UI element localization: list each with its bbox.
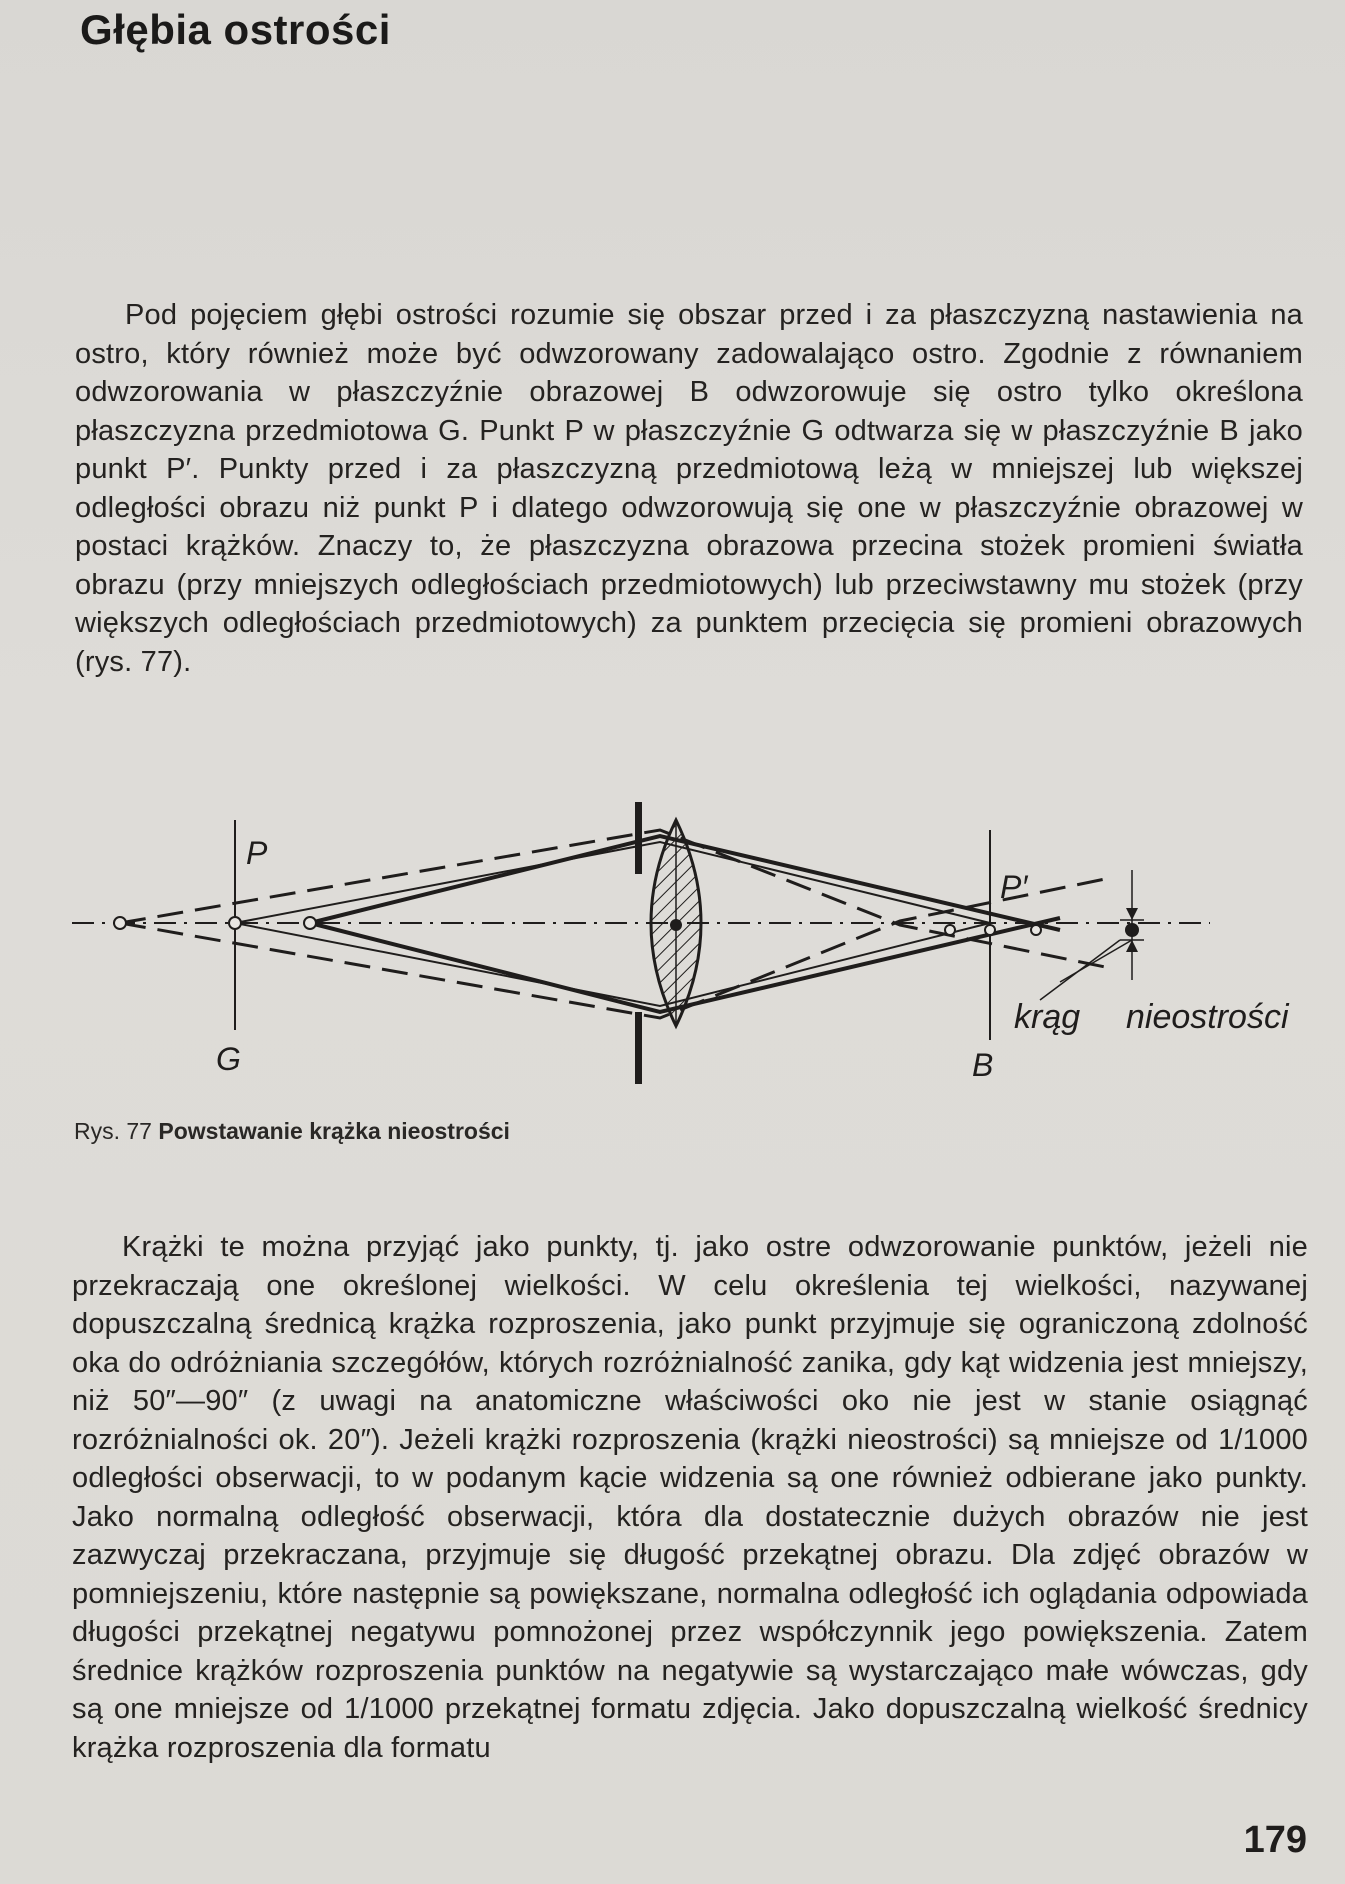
figure-77-diagram xyxy=(60,790,1320,1100)
point-image-p xyxy=(985,925,995,935)
label-g: G xyxy=(216,1041,241,1077)
paragraph-2-text: Krążki te można przyjąć jako punkty, tj. jako ostre odwzorowanie punktów, jeżeli nie przekraczają one określonej wielkości. W celu określenia tej wielkości, nazywanej dopuszczalną średnicą krążka rozproszenia, jako punkt przyjmuje się ograniczoną zdolność oka do odróżniania szczegółów, których rozróżnialność zanika, gdy kąt widzenia jest mniejszy, niż 50″—90″ (z uwagi na anatomiczne właściwości oko nie jest w stanie osiągnąć rozróżnialności ok. 20″). Jeżeli krążki rozproszenia (krążki nieostrości) są mniejsze od 1/1000 odległości obserwacji, to w podanym kącie widzenia są one również odbierane jako punkty. Jako normalną odległość obserwacji, która dla dostatecznie dużych obrazów nie jest zazwyczaj przekraczana, przyjmuje się długość przekątnej obrazu. Dla zdjęć obrazów w pomniejszeniu, które następnie są powiększane, normalna odległość ich oglądania odpowiada długości przekątnej negatywu pomnożonej przez współczynnik jego powiększenia. Zatem średnice krążków rozproszenia punktów na negatywie są wystarczająco małe wówczas, gdy są one mniejsze od 1/1000 przekątnej formatu zdjęcia. Jako dopuszczalną wielkość średnicy krążka rozproszenia dla formatu xyxy=(72,1231,1308,1764)
label-p-prime: P′ xyxy=(1000,869,1028,905)
point-p xyxy=(229,917,241,929)
paragraph-1 xyxy=(75,296,1303,681)
point-near xyxy=(304,917,316,929)
point-image-near xyxy=(1031,925,1041,935)
caption-text: Powstawanie krążka nieostrości xyxy=(158,1118,510,1144)
aperture-bottom xyxy=(635,1012,642,1084)
label-b: B xyxy=(972,1047,994,1083)
point-image-far xyxy=(945,925,955,935)
aperture-top xyxy=(635,802,642,874)
lens-center xyxy=(670,919,682,931)
section-heading: Głębia ostrości xyxy=(80,6,391,53)
leader-line-2 xyxy=(1060,940,1132,982)
dimension-arrow-top xyxy=(1126,908,1138,920)
page-number: 179 xyxy=(1243,1819,1307,1861)
point-far xyxy=(114,917,126,929)
label-note-1: krąg xyxy=(1014,998,1081,1036)
label-p: P xyxy=(246,835,268,871)
figure-caption xyxy=(74,1118,510,1145)
caption-prefix: Rys. 77 xyxy=(74,1118,152,1144)
paragraph-2 xyxy=(72,1228,1308,1767)
label-note-2: nieostrości xyxy=(1126,998,1289,1036)
paragraph-1-text: Pod pojęciem głębi ostrości rozumie się obszar przed i za płaszczyzną nastawienia na ostro, który również może być odwzorowany zadowalająco ostro. Zgodnie z równaniem odwzorowania w płaszczyźnie obrazowej B odwzorowuje się ostro tylko określona płaszczyzna przedmiotowa G. Punkt P w płaszczyźnie G odtwarza się w płaszczyźnie B jako punkt P′. Punkty przed i za płaszczyzną przedmiotową leżą w mniejszej lub większej odległości obrazu niż punkt P i dlatego odwzorowują się one w płaszczyźnie obrazowej w postaci krążków. Znaczy to, że płaszczyzna obrazowa przecina stożek promieni światła obrazu (przy mniejszych odległościach przedmiotowych) lub przeciwstawny mu stożek (przy większych odległościach przedmiotowych) za punktem przecięcia się promieni obrazowych (rys. 77). xyxy=(75,299,1303,678)
